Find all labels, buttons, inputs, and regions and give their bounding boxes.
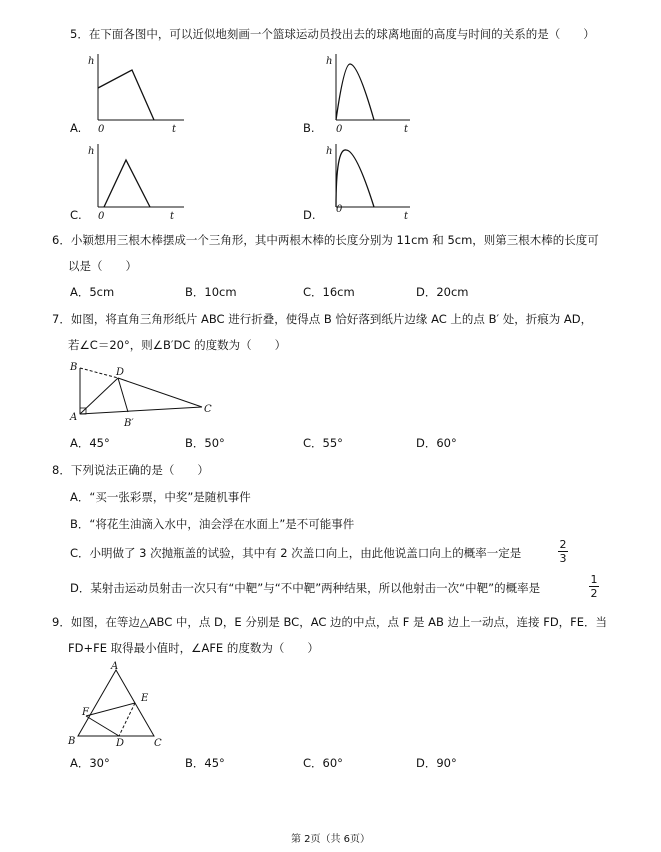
- q5-graph-b-xlabel: t: [404, 124, 409, 135]
- q9-stem-line1: 9．如图，在等边△ABC 中，点 D，E 分别是 BC，AC 边的中点，点 F 是 AB 边上一动点，连接 FD，FE．当: [52, 615, 608, 629]
- q5-graph-a: [84, 50, 194, 135]
- q5-graph-c-origin: 0: [98, 211, 105, 222]
- q6-stem-line2: 以是（ ）: [68, 259, 137, 273]
- q8-option-d-denominator: 2: [590, 587, 598, 600]
- q8-option-b: B．“将花生油滴入水中，油会浮在水面上”是不可能事件: [70, 517, 355, 531]
- q7-figure: [66, 360, 226, 430]
- q5-graph-c-ylabel: h: [88, 146, 95, 157]
- q8-option-c-numerator: 2: [559, 538, 567, 551]
- q5-graph-d-ylabel: h: [326, 146, 333, 157]
- q9-label-e: E: [141, 693, 149, 704]
- q9-figure: [64, 660, 174, 750]
- q7-option-d: D．60°: [416, 436, 457, 450]
- q6-stem-line1: 6．小颖想用三根木棒摆成一个三角形，其中两根木棒的长度分别为 11cm 和 5cm，则第三根木棒的长度可: [52, 233, 599, 247]
- q5-option-c-letter: C.: [70, 208, 82, 222]
- q5-graph-a-origin: 0: [98, 124, 105, 135]
- q9-option-a: A．30°: [70, 756, 110, 770]
- q8-option-d: D．某射击运动员射击一次只有“中靶”与“不中靶”两种结果，所以他射击一次“中靶”的概率是: [70, 581, 541, 595]
- q9-label-d: D: [116, 738, 125, 749]
- q7-option-b: B．50°: [185, 436, 225, 450]
- q5-graph-d-xlabel: t: [404, 211, 409, 222]
- q7-stem-line1: 7．如图，将直角三角形纸片 ABC 进行折叠，使得点 B 恰好落到纸片边缘 AC 上的点 B′ 处，折痕为 AD，: [52, 312, 593, 326]
- q6-option-c: C．16cm: [303, 285, 355, 299]
- q5-option-d-letter: D.: [303, 208, 316, 222]
- q8-option-d-fraction: [589, 574, 599, 599]
- q8-option-d-numerator: 1: [590, 573, 598, 586]
- q5-graph-d-origin: 0: [336, 204, 343, 215]
- q7-label-a: A: [70, 412, 78, 423]
- q5-option-b-letter: B.: [303, 121, 315, 135]
- q8-option-c: C．小明做了 3 次抛瓶盖的试验，其中有 2 次盖口向上，由此他说盖口向上的概率一定是: [70, 546, 522, 560]
- q9-stem-line2: FD+FE 取得最小值时，∠AFE 的度数为（ ）: [68, 641, 319, 655]
- q5-graph-b: [320, 50, 420, 135]
- q7-label-bprime: B′: [124, 418, 134, 429]
- q6-option-b: B．10cm: [185, 285, 237, 299]
- q9-label-a: A: [111, 661, 119, 672]
- q6-option-a: A．5cm: [70, 285, 115, 299]
- q8-option-c-denominator: 3: [559, 552, 567, 565]
- q9-option-b: B．45°: [185, 756, 225, 770]
- q5-graph-c-xlabel: t: [170, 211, 175, 222]
- q8-option-a: A．“买一张彩票，中奖”是随机事件: [70, 490, 251, 504]
- q9-option-c: C．60°: [303, 756, 343, 770]
- q5-graph-d: [320, 140, 420, 220]
- q5-graph-c: [84, 140, 194, 220]
- q9-label-f: F: [82, 707, 89, 718]
- q5-stem: 5．在下面各图中，可以近似地刻画一个篮球运动员投出去的球离地面的高度与时间的关系的是（ ）: [70, 27, 595, 41]
- q5-graph-b-origin: 0: [336, 124, 343, 135]
- q7-stem-line2: 若∠C＝20°，则∠B′DC 的度数为（ ）: [68, 338, 287, 352]
- q7-label-b: B: [70, 362, 78, 373]
- q9-label-c: C: [154, 738, 162, 749]
- q6-option-d: D．20cm: [416, 285, 469, 299]
- q8-option-c-fraction: [558, 539, 568, 564]
- page-footer: 第 2页（共 6页）: [290, 834, 371, 845]
- q5-option-a-letter: A.: [70, 121, 82, 135]
- q7-option-c: C．55°: [303, 436, 343, 450]
- q5-graph-a-ylabel: h: [88, 56, 95, 67]
- q7-option-a: A．45°: [70, 436, 110, 450]
- q9-label-b: B: [68, 736, 76, 747]
- q5-graph-a-xlabel: t: [172, 124, 177, 135]
- q7-label-d: D: [116, 367, 125, 378]
- q7-label-c: C: [204, 404, 212, 415]
- q9-option-d: D．90°: [416, 756, 457, 770]
- q5-graph-b-ylabel: h: [326, 56, 333, 67]
- q8-stem: 8．下列说法正确的是（ ）: [52, 463, 209, 477]
